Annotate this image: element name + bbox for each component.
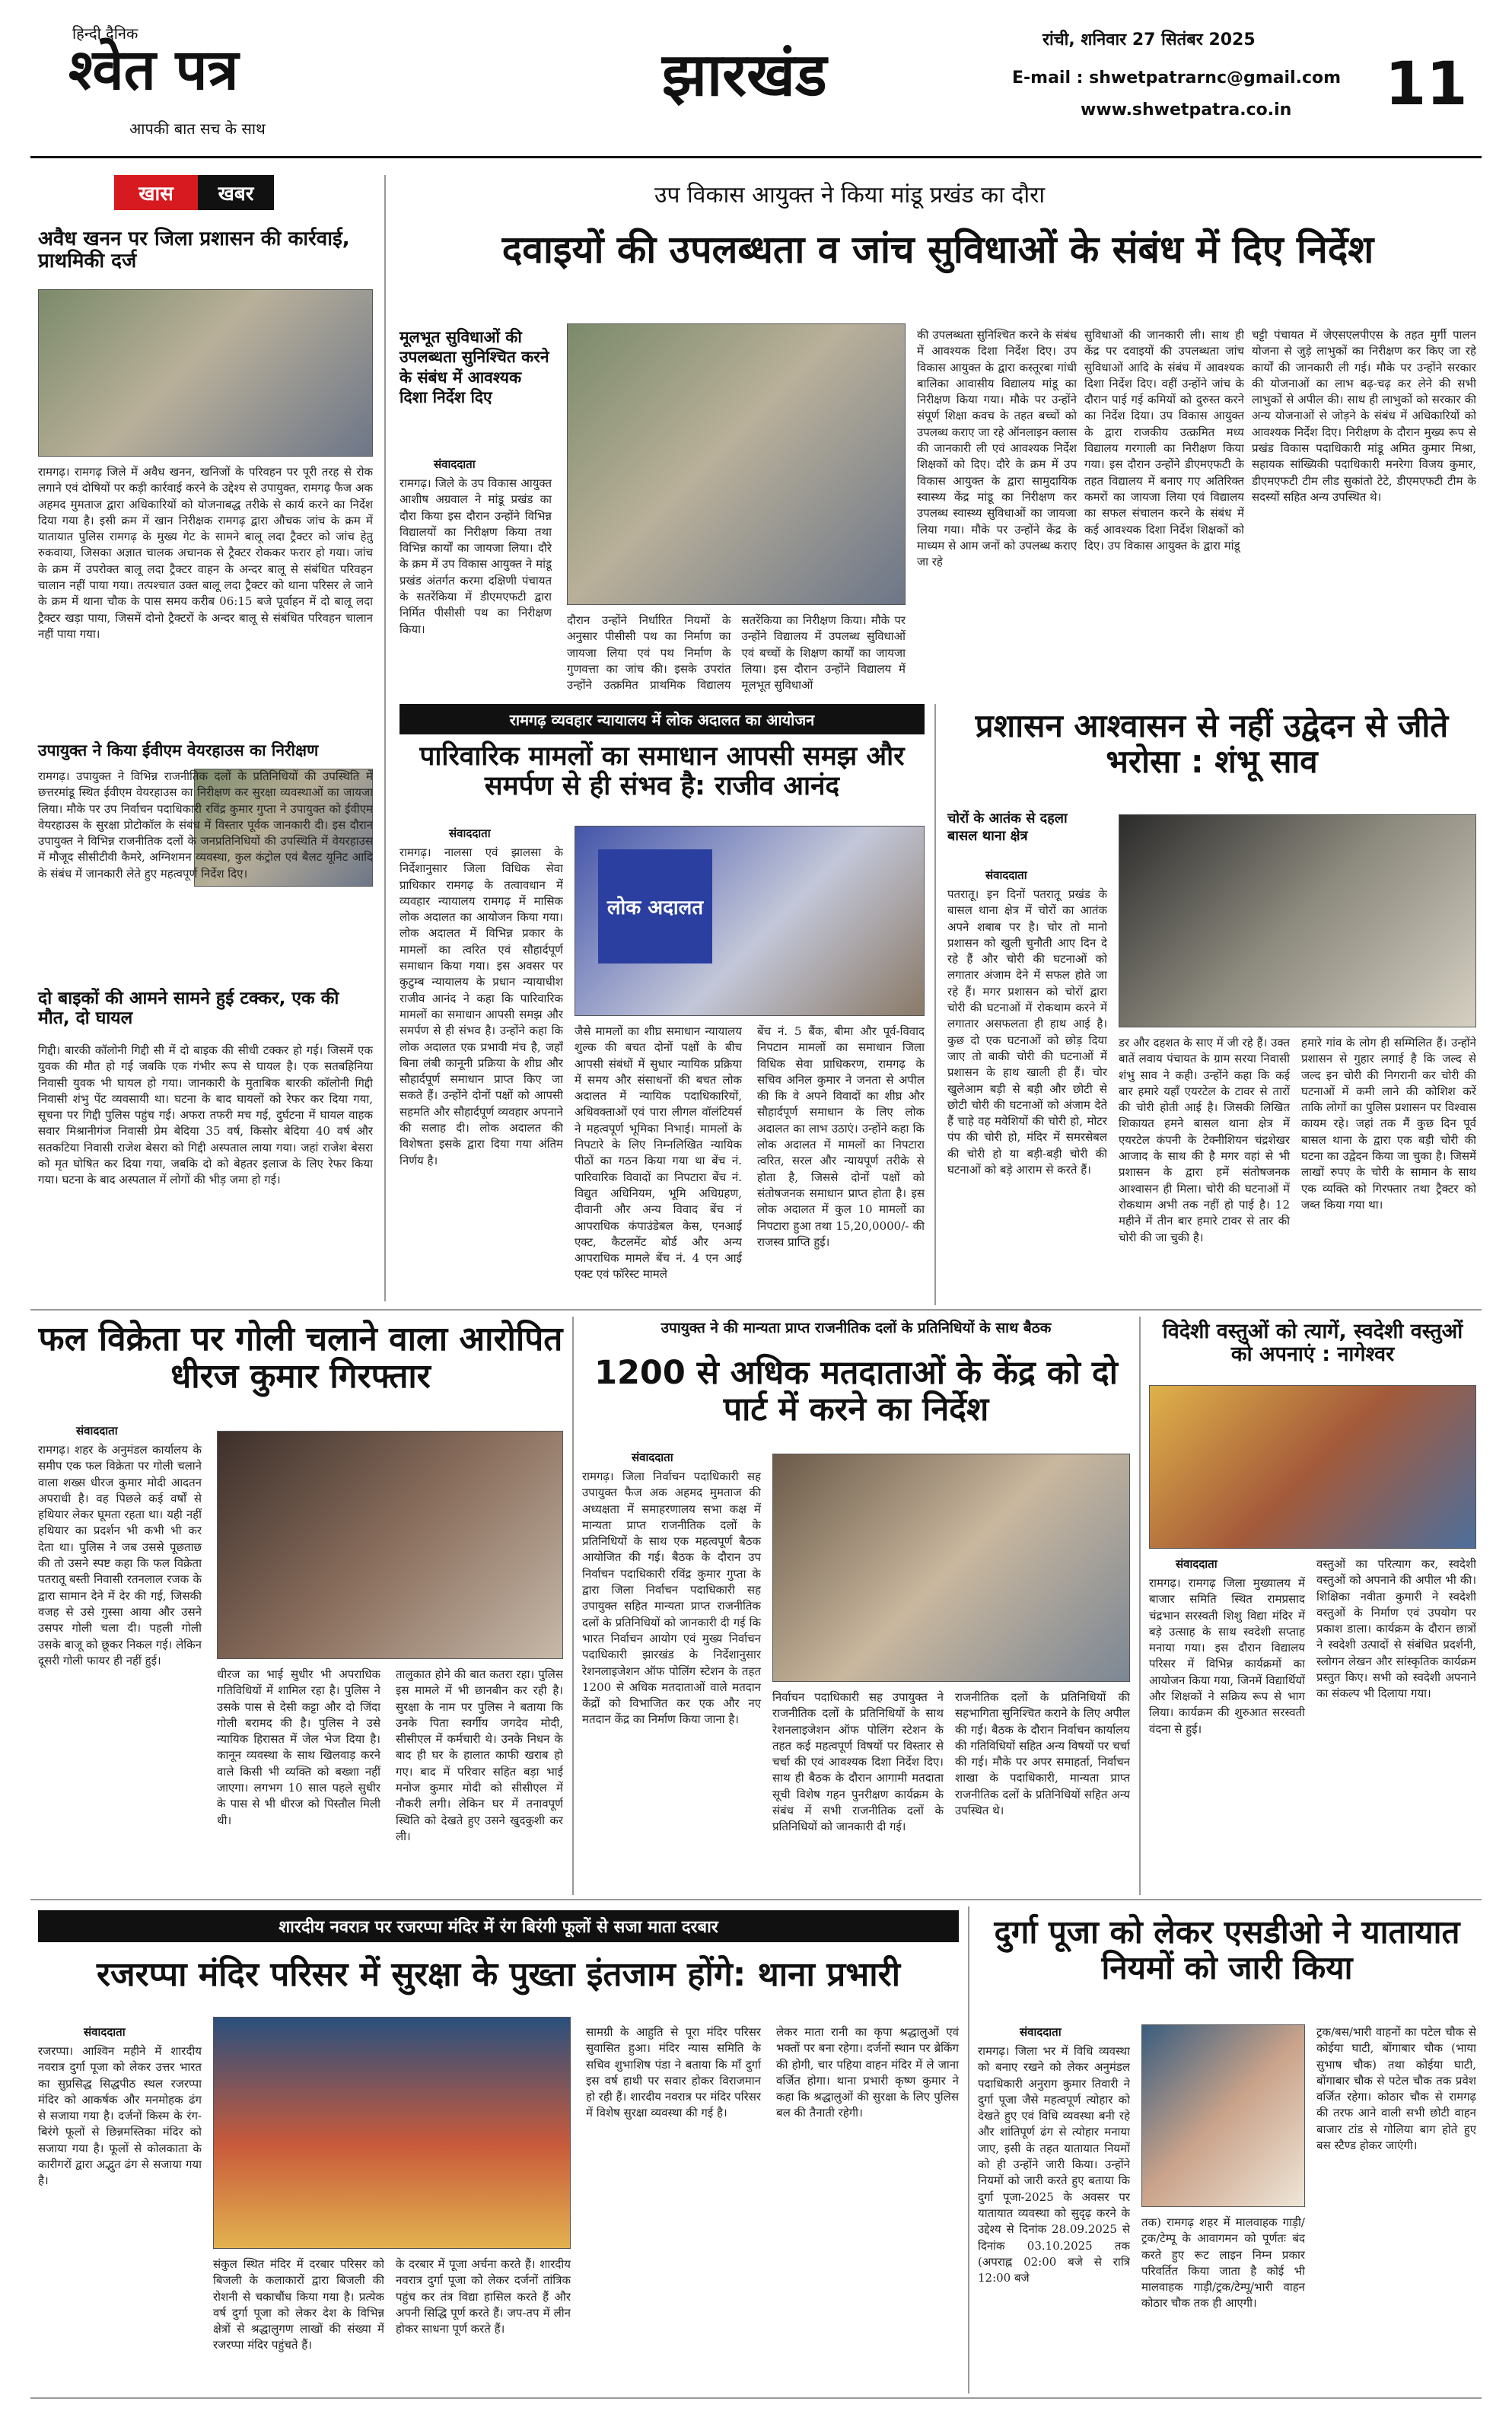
rajrappa-kicker: शारदीय नवरात्र पर रजरप्पा मंदिर में रंग बिरंगी फूलों से सजा माता दरबार <box>38 1910 959 1942</box>
story2-text: रामगढ़। उपायुक्त ने विभिन्न राजनीतिक दलों के प्रतिनिधियों की उपस्थिति में छत्तरमांडू स्थित ईवीएम वेयरहाउस का निरीक्षण कर सुरक्षा व्यवस्थाओं का जायजा लिया। मौके पर उप निर्वाचन पदाधिकारी रविंद्र कुमार गुप्ता ने उपायुक्त को ईवीएम वेयरहाउस के सुरक्षा प्रोटोकॉल के संबंध में विस्तार पूर्वक जानकारी दी। इस दौरान उपायुक्त ने विभिन्न राजनीतिक दलों के जनप्रतिनिधियों की उपस्थिति में वेयरहाउस में मौजूद सीसीटीवी कैमरे, अग्निशमन व्यवस्था, कुल कंट्रोल एवं बैलट यूनिट आदि के संबंध में जानकारी लेते हुए महत्वपूर्ण निर्देश दिए। <box>38 769 373 881</box>
rajrappa-col2: संकुल स्थित मंदिर में दरबार परिसर को बिजली के कलाकारों द्वारा बिजली की रोशनी से चकाचौंध किया गया है। प्रत्येक वर्ष दुर्गा पूजा को लेकर देश के विभिन्न क्षेत्रों से श्रद्धालुगण लाखों की संख्या में रजरप्पा मंदिर पहुंचते हैं। <box>213 2257 384 2352</box>
page-number: 11 <box>1385 50 1468 119</box>
electors-divider <box>1139 1317 1141 1895</box>
rajrappa-col4: सामग्री के आहुति से पूरा मंदिर परिसर सुवासित हुआ। मंदिर न्यास समिति के सचिव शुभाशिष पंडा ने बताया कि माँ दुर्गा इस वर्ष हाथी पर सवार होकर विराजमान हो रही हैं। शारदीय नवरात्र पर मंदिर परिसर में विशेष सुरक्षा व्यवस्था की गई है। <box>586 2025 761 2120</box>
masthead <box>0 0 1512 175</box>
dhiraj-col2: धीरज का भाई सुधीर भी अपराधिक गतिविधियों में शामिल रहा है। पुलिस ने उसके पास से देसी कट्टा और दो जिंदा गोली बरामद की है। पुलिस ने उसे न्यायिक हिरासत में जेल भेज दिया है। कानून व्यवस्था के साथ खिलवाड़ करने वाले किसी भी व्यक्ति को बख्शा नहीं जाएगा। लगभग 10 साल पहले सुधीर के पास से भी धीरज को पिस्तौल मिली थी। <box>217 1667 380 1827</box>
shambhu-col1: पतरातू। इन दिनों पतरातू प्रखंड के बासल थाना क्षेत्र में चोरों का आतंक अपने शबाब पर है। चोर तो मानो प्रशासन को खुली चुनौती आए दिन दे रहे हैं और चोरी की घटनाओं को लगातार अंजाम देने में सफल होते जा रहे हैं। मगर प्रशासन को चोरों द्वारा चोरी की घटनाओं में रोकथाम करने में लगातार असफलता ही हाथ आई है। कुछ दो एक घटनाओं को छोड़ दिया जाए तो बाकी चोरी की घटनाओं में प्रशासन के हाथ खाली ही हैं। चोर खुलेआम बड़ी से बड़ी और छोटी से छोटी चोरी की घटनाओं को अंजाम देते हैं चाहे वह मवेशियों की चोरी हो, मोटर पंप की चोरी हो, मंदिर में समरसेबल की चोरी हो या बड़ी-बड़ी चोरी की घटनाओं को बड़े आराम से करते हैं। <box>947 887 1107 1177</box>
electors-col1: रामगढ़। जिला निर्वाचन पदाधिकारी सह उपायुक्त फैज अक अहमद मुमताज की अध्यक्षता में समाहरणालय सभा कक्ष में मान्यता प्राप्त राजनीतिक दलों के प्रतिनिधियों के साथ एक महत्वपूर्ण बैठक आयोजित की गई। बैठक के दौरान उप निर्वाचन पदाधिकारी रविंद्र कुमार गुप्ता के द्वारा जिला निर्वाचन पदाधिकारी सह उपायुक्त सहित मान्यता प्राप्त राजनीतिक दलों के प्रतिनिधियों को जानकारी दी गई कि भारत निर्वाचन आयोग एवं मुख्य निर्वाचन पदाधिकारी झारखंड के निर्देशानुसार रेशनलाइजेशन ऑफ पोलिंग स्टेशन के तहत 1200 से अधिक मतदाताओं वाले मतदान केंद्रों को विभाजित कर एक और नए मतदान केंद्र का निर्माण किया जाना है। <box>582 1470 761 1727</box>
court-banner-text: लोक अदालत <box>606 897 704 919</box>
story3-headline: दो बाइकों की आमने सामने हुई टक्कर, एक की मौत, दो घायल <box>38 989 339 1028</box>
durga-col2: तक) रामगढ़ शहर में मालवाहक गाड़ी/ट्रक/टेम्पू के आवागमन को पूर्णतः बंद करते हुए रूट लाइन निम्न प्रकार परिवर्तित किया जाता है कोई भी मालवाहक गाड़ी/ट्रक/टेम्पू/भारी वाहन कोठार चौक तक ही आएगी। <box>1141 2215 1305 2311</box>
dhiraj-divider <box>572 1317 574 1895</box>
rajrappa-byline: संवाददाता <box>84 2025 126 2039</box>
electors-byline: संवाददाता <box>632 1451 673 1464</box>
rajrappa-col1: रजरप्पा। आश्विन महीने में शारदीय नवरात्र दुर्गा पूजा को लेकर उत्तर भारत का सुप्रसिद्ध सिद्धपीठ स्थल रजरप्पा मंदिर को आकर्षक और मनमोहक ढंग से सजाया गया है। दर्जनों किस्म के रंग-बिरंगे फूलों से छिन्नमस्तिका मंदिर को सजाया गया है। फूलों से कोलकाता के कारीगरों द्वारा अद्भुत ढंग से सजाया गया है। <box>38 2044 202 2188</box>
lead-kicker: उप विकास आयुक्त ने किया मांडू प्रखंड का दौरा <box>654 182 1046 209</box>
swadeshi-col2: वस्तुओं का परित्याग कर, स्वदेशी वस्तुओं को अपनाने की अपील भी की। शिक्षिका नवीता कुमारी ने स्वदेशी वस्तुओं के निर्माण एवं उपयोग पर प्रकाश डाला। कार्यक्रम के दौरान छात्रों ने स्वदेशी उत्पादों से संबंधित प्रदर्शनी, स्लोगन लेखन और सांस्कृतिक कार्यक्रम प्रस्तुत किए। सभी को स्वदेशी अपनाने का संकल्प भी दिलाया गया। <box>1316 1557 1476 1701</box>
lead-photo <box>567 323 906 605</box>
electors-col2: निर्वाचन पदाधिकारी सह उपायुक्त ने राजनीतिक दलों के प्रतिनिधियों के साथ रेशनलाइजेशन ऑफ पोलिंग स्टेशन के तहत कई महत्वपूर्ण विषयों पर विस्तार से चर्चा की एवं आवश्यक दिशा निर्देश दिए। साथ ही बैठक के दौरान आगामी मतदाता सूची विशेष गहन पुनरीक्षण कार्यक्रम के संबंध में सभी राजनीतिक दलों के प्रतिनिधियों को जानकारी दी गई। <box>772 1690 944 1834</box>
masthead-rule <box>30 156 1482 158</box>
dhiraj-photo <box>217 1431 563 1659</box>
story3-text: गिद्दी। बारकी कॉलोनी गिद्दी सी में दो बाइक की सीधी टक्कर हो गई। जिसमें एक युवक की मौत हो गई जबकि एक गंभीर रूप से घायल है। एक सतबहिनिया निवासी युवक भी घायल हो गया। जानकारी के मुताबिक बारकी कॉलोनी गिद्दी निवासी शंभु पेंट व्यवसायी था। घटना के बाद घायलों को रेफर कर दिया गया, सूचना पर गिद्दी पुलिस पहुंच गई। अफरा तफरी मच गई, दुर्घटना में घायल वाहक सवार मिश्रानीगंज निवासी प्रेम बेदिया 35 वर्ष, किसोर बेदिया 40 वर्ष और सतकटिया निवासी राजेश बेसरा को गिद्दी अस्पताल लाया गया। जहां राजेश बेसरा को मृत घोषित कर दिया गया, जबकि दो को बेहतर इलाज के लिए रेफर किया गया। घटना के बाद अस्पताल में लोगों की भीड़ जमा हो गई। <box>38 1043 373 1187</box>
paper-tagline: आपकी बात सच के साथ <box>129 119 266 138</box>
lead-col5: चट्टी पंचायत में जेएसएलपीएस के तहत मुर्गी पालन योजना से जुड़े लाभुकों का निरीक्षण कर किए जा रहे कार्यों की जानकारी ली गई। मौके पर उन्होंने सरकार की योजनाओं का लाभ बढ़-चढ़ कर लेने की सभी लाभुकों से अपील की। साथ ही लाभुकों को सरकार की अन्य योजनाओं से जोड़ने के संबंध में अधिकारियों को आवश्यक निर्देश दिए। निरीक्षण के दौरान मुख्य रूप से प्रखंड विकास पदाधिकारी मांडू अमित कुमार मिश्रा, सहायक सांख्यिकी पदाधिकारी मनरेगा विजय कुमार, डीएमएफटी टीम लीड सुकांतो टेटे, डीएमएफटी टीम के सदस्यों सहित अन्य उपस्थित थे। <box>1252 328 1476 504</box>
story2-headline: उपायुक्त ने किया ईवीएम वेयरहाउस का निरीक्षण <box>38 741 319 760</box>
court-headline: पारिवारिक मामलों का समाधान आपसी समझ और समर्पण से ही संभव है: राजीव आनंद <box>419 741 905 802</box>
court-col2: जैसे मामलों का शीघ्र समाधान न्यायालय शुल्क की बचत दोनों पक्षों के बीच आपसी संबंधों में सुधार न्यायिक प्रक्रिया में समय और संसाधनों की बचत लोक अदालत में न्यायिक पदाधिकारियों, अधिवक्ताओं एवं पारा लीगल वॉलंटियर्स ने महत्वपूर्ण भूमिका निभाई। मामलों के निपटारे के लिए निम्नलिखित न्यायिक पीठों का गठन किया गया था बेंच नं. पारिवारिक विवादों का निपटारा बेंच नं. विद्युत अधिनियम, भूमि अधिग्रहण, दीवानी और अन्य विवाद बेंच नं आपराधिक कंपाउंडेबल केस, एनआई एक्ट, कैटलमेंट बोर्ड और अन्य आपराधिक मामले बेंच नं. 4 एन आई एक्ट एवं फॉरेस्ट मामले <box>575 1024 742 1282</box>
swadeshi-headline: विदेशी वस्तुओं को त्यागें, स्वदेशी वस्तुओं को अपनाएं : नागेश्वर <box>1162 1320 1463 1367</box>
story1-photo <box>38 289 373 457</box>
middle-section-rule <box>30 1309 1482 1311</box>
court-byline: संवाददाता <box>449 827 491 840</box>
durga-col3: ट्रक/बस/भारी वाहनों का पटेल चौक से कोईया घाटी, बोंगाबार चौक (भाया सुभाष चौक) तथा कोईया घाटी, बोंगाबार चौक से पटेल चौक तक प्रवेश वर्जित रहेगा। कोठार चौक से रामगढ़ की तरफ आने वाली सभी छोटी वाहन बाजार टांड से गोलिया बाग होते हुए बस स्टैण्ड होकर जाएंगी। <box>1316 2025 1476 2153</box>
lead-byline: संवाददाता <box>434 457 476 471</box>
footer-rule <box>30 2397 1482 2399</box>
electors-kicker: उपायुक्त ने की मान्यता प्राप्त राजनीतिक दलों के प्रतिनिधियों के साथ बैठक <box>661 1320 1052 1336</box>
dhiraj-col3: तालुकात होने की बात कतरा रहा। पुलिस इस मामले में भी छानबीन कर रही है। सुरक्षा के नाम पर पुलिस ने बताया कि उनके पिता स्वर्गीय जगदेव मोदी, सीसीएल में कर्मचारी थे। उनके निधन के बाद ही घर के हालात काफी खराब हो गए। बाद में परिवार सहित बड़ा भाई मनोज कुमार मोदी को सीसीएल में नौकरी लगी। लेकिन घर में तनावपूर्ण स्थिति को देखते हुए उसने खुदकुशी कर ली। <box>396 1667 563 1843</box>
shambhu-byline: संवाददाता <box>985 868 1027 882</box>
bottom-section-rule <box>30 1899 1482 1900</box>
dhiraj-headline: फल विक्रेता पर गोली चलाने वाला आरोपित धीरज कुमार गिरफ्तार <box>38 1320 563 1397</box>
paper-small-label: हिन्दी दैनिक <box>72 24 138 43</box>
dateline: रांची, शनिवार 27 सितंबर 2025 <box>1042 30 1256 49</box>
court-col1: रामगढ़। नालसा एवं झालसा के निर्देशानुसार जिला विधिक सेवा प्राधिकार रामगढ़ के तत्वावधान में व्यवहार न्यायालय रामगढ़ में मासिक लोक अदालत का आयोजन किया गया। लोक अदालत में विभिन्न प्रकार के मामलों का त्वरित एवं सौहार्दपूर्ण समाधान किया गया। इस अवसर पर कुटुम्ब न्यायालय के प्रधान न्यायाधीश राजीव आनंद ने कहा कि पारिवारिक मामलों का समाधान आपसी समझ और समर्पण से ही संभव है। उन्होंने कहा कि लोक अदालत एक प्रभावी मंच है, जहाँ बिना लंबी कानूनी प्रक्रिया के शीघ्र और सौहार्दपूर्ण समाधान प्राप्त किए जा सकते हैं। उन्होंने दोनों पक्षों को आपसी सहमति और सौहार्दपूर्ण व्यवहार अपनाने की सलाह दी। लोक अदालत की विशेषता इसके द्वारा दिया गया अंतिम निर्णय है। <box>399 846 563 1167</box>
court-col3: बेंच नं. 5 बैंक, बीमा और पूर्व-विवाद निपटान मामलों का समाधान जिला विधिक सेवा प्राधिकरण, रामगढ़ के सचिव अनिल कुमार ने जनता से अपील की कि वे अपने विवादों का शीघ्र और सौहार्दपूर्ण समाधान के लिए लोक अदालत का लाभ उठाएं। उन्होंने कहा कि लोक अदालत में मामलों का निपटारा त्वरित, सरल और न्यायपूर्ण तरीके से होता है, जिससे दोनों पक्षों को संतोषजनक समाधान प्राप्त होता है। इस लोक अदालत में कुल 10 मामलों का निपटारा हुआ तथा 15,20,0000/- की राजस्व प्राप्ति हुई। <box>757 1024 925 1249</box>
rajrappa-col5: लेकर माता रानी का कृपा श्रद्धालुओं एवं भक्तों पर बना रहेगा। दर्जनों स्थान पर ब्रेकिंग की होगी, चार पहिया वाहन मंदिर में ले जाना वर्जित होगा। थाना प्रभारी कृष्ण कुमार ने कहा कि श्रद्धालुओं की सुरक्षा के लिए पुलिस बल की तैनाती रहेगी। <box>776 2025 959 2120</box>
swadeshi-col1: रामगढ़। रामगढ़ जिला मुख्यालय में बाजार समिति स्थित रामप्रसाद चंद्रभान सरस्वती शिशु विद्या मंदिर में बड़े उत्साह के साथ स्वदेशी सप्ताह मनाया गया। इस दौरान विद्यालय परिसर में विभिन्न कार्यक्रमों का आयोजन किया गया, जिनमें विद्यार्थियों और शिक्षकों ने सक्रिय रूप से भाग लिया। कार्यक्रम की शुरुआत सरस्वती वंदना से हुई। <box>1149 1576 1305 1736</box>
khabar-label: खबर <box>198 175 274 210</box>
story1-text: रामगढ़। रामगढ़ जिले में अवैध खनन, खनिजों के परिवहन पर पूरी तरह से रोक लगाने एवं दोषियों पर कड़ी कार्रवाई करने के उद्देश्य से उपायुक्त, रामगढ़ फैज अक अहमद मुमताज द्वारा अधिकारियों को योजनाबद्ध तरीके से कार्य करने का निर्देश दिया गया है। इसी क्रम में खान निरीक्षक रामगढ़ द्वारा औचक जांच के क्रम में यातायात पुलिस रामगढ़ के मुख्य गेट के सामने बालू लदा ट्रैक्टर को जांच हेतु रुकवाया, जिसका अज्ञात चालक अचानक से ट्रैक्टर रोककर फरार हो गया। जांच के क्रम में उपरोक्त बालू लदा ट्रैक्टर वाहन के अन्दर बालू से संबंधित परिवहन चालान नहीं पाया गया। तत्पश्चात उक्त बालू लदा ट्रैक्टर को थाना परिसर ले जाने के क्रम में थाना चौक के पास समय करीब 06:15 बजे पूर्वाहन में दो बालू लदा ट्रैक्टर खड़ा पाया, जिसमें दोनो ट्रैक्टरों के अन्दर बालू से संबंधित परिवहन चालान नहीं पाया गया। <box>38 465 373 641</box>
swadeshi-photo <box>1149 1385 1476 1549</box>
durga-photo <box>1141 2024 1305 2207</box>
electors-headline: 1200 से अधिक मतदाताओं के केंद्र को दो पार्ट में करने का निर्देश <box>594 1354 1118 1429</box>
dhiraj-byline: संवाददाता <box>76 1424 118 1438</box>
swadeshi-byline: संवाददाता <box>1176 1557 1218 1571</box>
durga-byline: संवाददाता <box>1020 2025 1062 2039</box>
lead-col3: की उपलब्धता सुनिश्चित करने के संबंध में आवश्यक दिशा निर्देश दिए। उप विकास आयुक्त के द्वारा कस्तूरबा गांधी बालिका आवासीय विद्यालय मांडू का निरीक्षण किया गया। मौके पर उन्होंने संपूर्ण शिक्षा कवच के तहत बच्चों को उपलब्ध कराए जा रहे ऑनलाइन क्लास की जानकारी ली एवं आवश्यक निर्देश शिक्षकों को दिए। दौरे के क्रम में उप विकास आयुक्त के द्वारा सामुदायिक स्वास्थ्य केंद्र मांडू का निरीक्षण कर उपलब्ध स्वास्थ्य सुविधाओं का जायजा लिया गया। मौके पर उन्होंने केंद्र के माध्यम से आम जनों को उपलब्ध कराए जा रहे <box>917 328 1077 569</box>
dhiraj-col1: रामगढ़। शहर के अनुमंडल कार्यालय के समीप एक फल विक्रेता पर गोली चलाने वाला शख्स धीरज कुमार मोदी आदतन अपराधी है। वह पिछले कई वर्षों से हथियार लेकर घूमता रहता था। यही नहीं हथियार का प्रदर्शन भी कभी भी कर देता था। पुलिस ने जब उससे पूछताछ की तो उसने स्पष्ट कहा कि फल विक्रेता पतरातू बस्ती निवासी रतनलाल रजक के द्वारा सामान देने में देर की गई, जिसकी वजह से उसे गुस्सा आया और उसने उसपर गोली चला दी। पहली गोली उसके बाजू को छूकर निकल गई। लेकिन दूसरी गोली फायर ही नहीं हुई। <box>38 1443 202 1667</box>
shambhu-headline: प्रशासन आश्वासन से नहीं उद्वेदन से जीते भरोसा : शंभू साव <box>975 707 1449 781</box>
rajrappa-headline: रजरप्पा मंदिर परिसर में सुरक्षा के पुख्ता इंतजाम होंगे: थाना प्रभारी <box>96 1955 901 1994</box>
lead-headline: दवाइयों की उपलब्धता व जांच सुविधाओं के संबंध में दिए निर्देश <box>501 228 1374 272</box>
electors-col3: राजनीतिक दलों के प्रतिनिधियों की सहभागिता सुनिश्चित कराने के लिए अपील की गई। बैठक के दौरान निर्वाचन कार्यालय की गतिविधियों सहित अन्य विषयों पर चर्चा की गई। मौके पर अपर समाहर्ता, निर्वाचन शाखा के पदाधिकारी, मान्यता प्राप्त राजनीतिक दलों के प्रतिनिधियों सहित अन्य उपस्थित थे। <box>955 1690 1130 1818</box>
shambhu-col2: डर और दहशत के साए में जी रहे हैं। उक्त बातें लवाय पंचायत के ग्राम सरया निवासी शंभु साव ने कही। उन्होंने कहा कि कई बार हमारे यहाँ एयरटेल के टावर से तारों की चोरी होती आई है। जिसकी लिखित शिकायत हमने बासल थाना क्षेत्र में एयरटेल कंपनी के टेक्नीशियन चंद्रशेखर आजाद के साथ की है मगर वहां से भी प्रशासन के द्वारा हमें संतोषजनक आश्वासन ही मिला। चोरी की घटनाओं में रोकथाम अभी तक नहीं हो पाई है। 12 महीने में तीन बार हमारे टावर से तार की चोरी की जा चुकी है। <box>1119 1036 1290 1244</box>
left-column-divider <box>384 175 386 1301</box>
shambhu-subheadline: चोरों के आतंक से दहला बासल थाना क्षेत्र <box>947 811 1068 844</box>
lead-col4: सुविधाओं की जानकारी ली। साथ ही केंद्र पर दवाइयों की उपलब्धता जांच सुविधाओं आदि के संबंध में आवश्यक दिशा निर्देश दिए। वहीं उन्होंने जांच के दौरान पाई गई कमियों को दुरुस्त करने का निर्देश दिया। उप विकास आयुक्त के द्वारा राजकीय उत्क्रमित मध्य विद्यालय गरगाली का निरीक्षण किया गया। इस दौरान उन्होंने डीएमएफटी के तहत विद्यालय में बनाए गए अतिरिक्त कमरों का जायजा लिया एवं विद्यालय का सफल संचालन करने के संबंध में कई आवश्यक दिशा निर्देश शिक्षकों को दिए। उप विकास आयुक्त के द्वारा मांडू <box>1084 328 1244 553</box>
rajrappa-col3: के दरबार में पूजा अर्चना करते हैं। शारदीय नवरात्र दुर्गा पूजा को लेकर दर्जनों तांत्रिक पहुंच कर तंत्र विद्या हासिल करते हैं और अपनी सिद्धि पूर्ण करते हैं। जप-तप में लीन होकर साधना पूर्ण करते हैं। <box>396 2257 571 2336</box>
court-photo <box>575 826 925 1016</box>
electors-photo <box>772 1454 1130 1682</box>
court-kicker: रामगढ़ व्यवहार न्यायालय में लोक अदालत का आयोजन <box>399 704 925 734</box>
shambhu-col3: हमारे गांव के लोग ही सम्मिलित हैं। उन्होंने प्रशासन से गुहार लगाई है कि जल्द से जल्द इन चोरी की निगरानी कर चोरी की घटनाओं में कमी लाने की कोशिश करें ताकि लोगों का पुलिस प्रशासन पर विश्वास कायम रहे। जहां तक मैं कुछ दिन पूर्व बासल थाना के द्वारा एक बड़ी चोरी की घटना का उद्वेदन किया जा चुका है। जिसमें लाखों रुपए के चोरी के सामान के साथ एक व्यक्ति को गिरफ्तार तथा ट्रैक्टर को जब्त किया गया था। <box>1301 1036 1476 1212</box>
lead-col1: रामगढ़। जिले के उप विकास आयुक्त आशीष अग्रवाल ने मांडू प्रखंड का दौरा किया इस दौरान उन्होंने विभिन्न विद्यालयों का निरीक्षण किया तथा विभिन्न कार्यों का जायजा लिया। दौरे के क्रम में उप विकास आयुक्त ने मांडू प्रखंड अंतर्गत करमा दक्षिणी पंचायत के सतरेंकिया में डीएमएफटी द्वारा निर्मित पीसीसी पथ का निरीक्षण किया। <box>399 476 552 636</box>
khas-khabar-label <box>114 175 274 213</box>
lead-col2: दौरान उन्होंने निर्धारित नियमों के अनुसार पीसीसी पथ का निर्माण का जायजा लिया एवं पथ निर्माण के गुणवत्ता का जांच की। इसके उपरांत उन्होंने उत्क्रमित प्राथमिक विद्यालय सतरेंकिया का निरीक्षण किया। मौके पर उन्होंने विद्यालय में उपलब्ध सुविधाओं एवं बच्चों के शिक्षण कार्यों का जायजा लिया। इस दौरान उन्होंने विद्यालय में मूलभूत सुविधाओं <box>567 613 906 693</box>
durga-headline: दुर्गा पूजा को लेकर एसडीओ ने यातायात नियमों को जारी किया <box>994 1913 1460 1987</box>
email: E-mail : shwetpatrarnc@gmail.com <box>1012 68 1342 88</box>
rajrappa-photo <box>213 2017 571 2249</box>
court-banner <box>598 849 712 963</box>
khas-label: खास <box>114 175 198 210</box>
durga-col1: रामगढ़। जिला भर में विधि व्यवस्था को बनाए रखने को लेकर अनुमंडल पदाधिकारी अनुराग कुमार तिवारी ने दुर्गा पूजा जैसे महत्वपूर्ण त्योहार को देखते हुए एवं विधि व्यवस्था बनी रहे और शांतिपूर्ण ढंग से त्योहार मनाया जाए, इसी के तहत यातायात नियमों को ही उन्होंने जारी किया। उन्होंने नियमों को जारी करते हुए बताया कि दुर्गा पूजा-2025 के अवसर पर यातायात व्यवस्था को सुदृढ़ करने के उद्देश्य से दिनांक 28.09.2025 से दिनांक 03.10.2025 तक (अपराह्न 02:00 बजे से रात्रि 12:00 बजे <box>978 2044 1130 2285</box>
story1-headline: अवैध खनन पर जिला प्रशासन की कार्रवाई, प्राथमिकी दर्ज <box>38 228 350 273</box>
shambhu-photo <box>1119 814 1476 1027</box>
mid-column-divider <box>934 704 936 1305</box>
section-title: झारखंड <box>662 41 827 110</box>
website: www.shwetpatra.co.in <box>1081 100 1292 119</box>
lead-subheadline: मूलभूत सुविधाओं की उपलब्धता सुनिश्चित करने के संबंध में आवश्यक दिशा निर्देश दिए <box>399 328 549 406</box>
rajrappa-divider <box>968 1906 969 2394</box>
paper-name: श्वेत पत्र <box>68 37 239 103</box>
